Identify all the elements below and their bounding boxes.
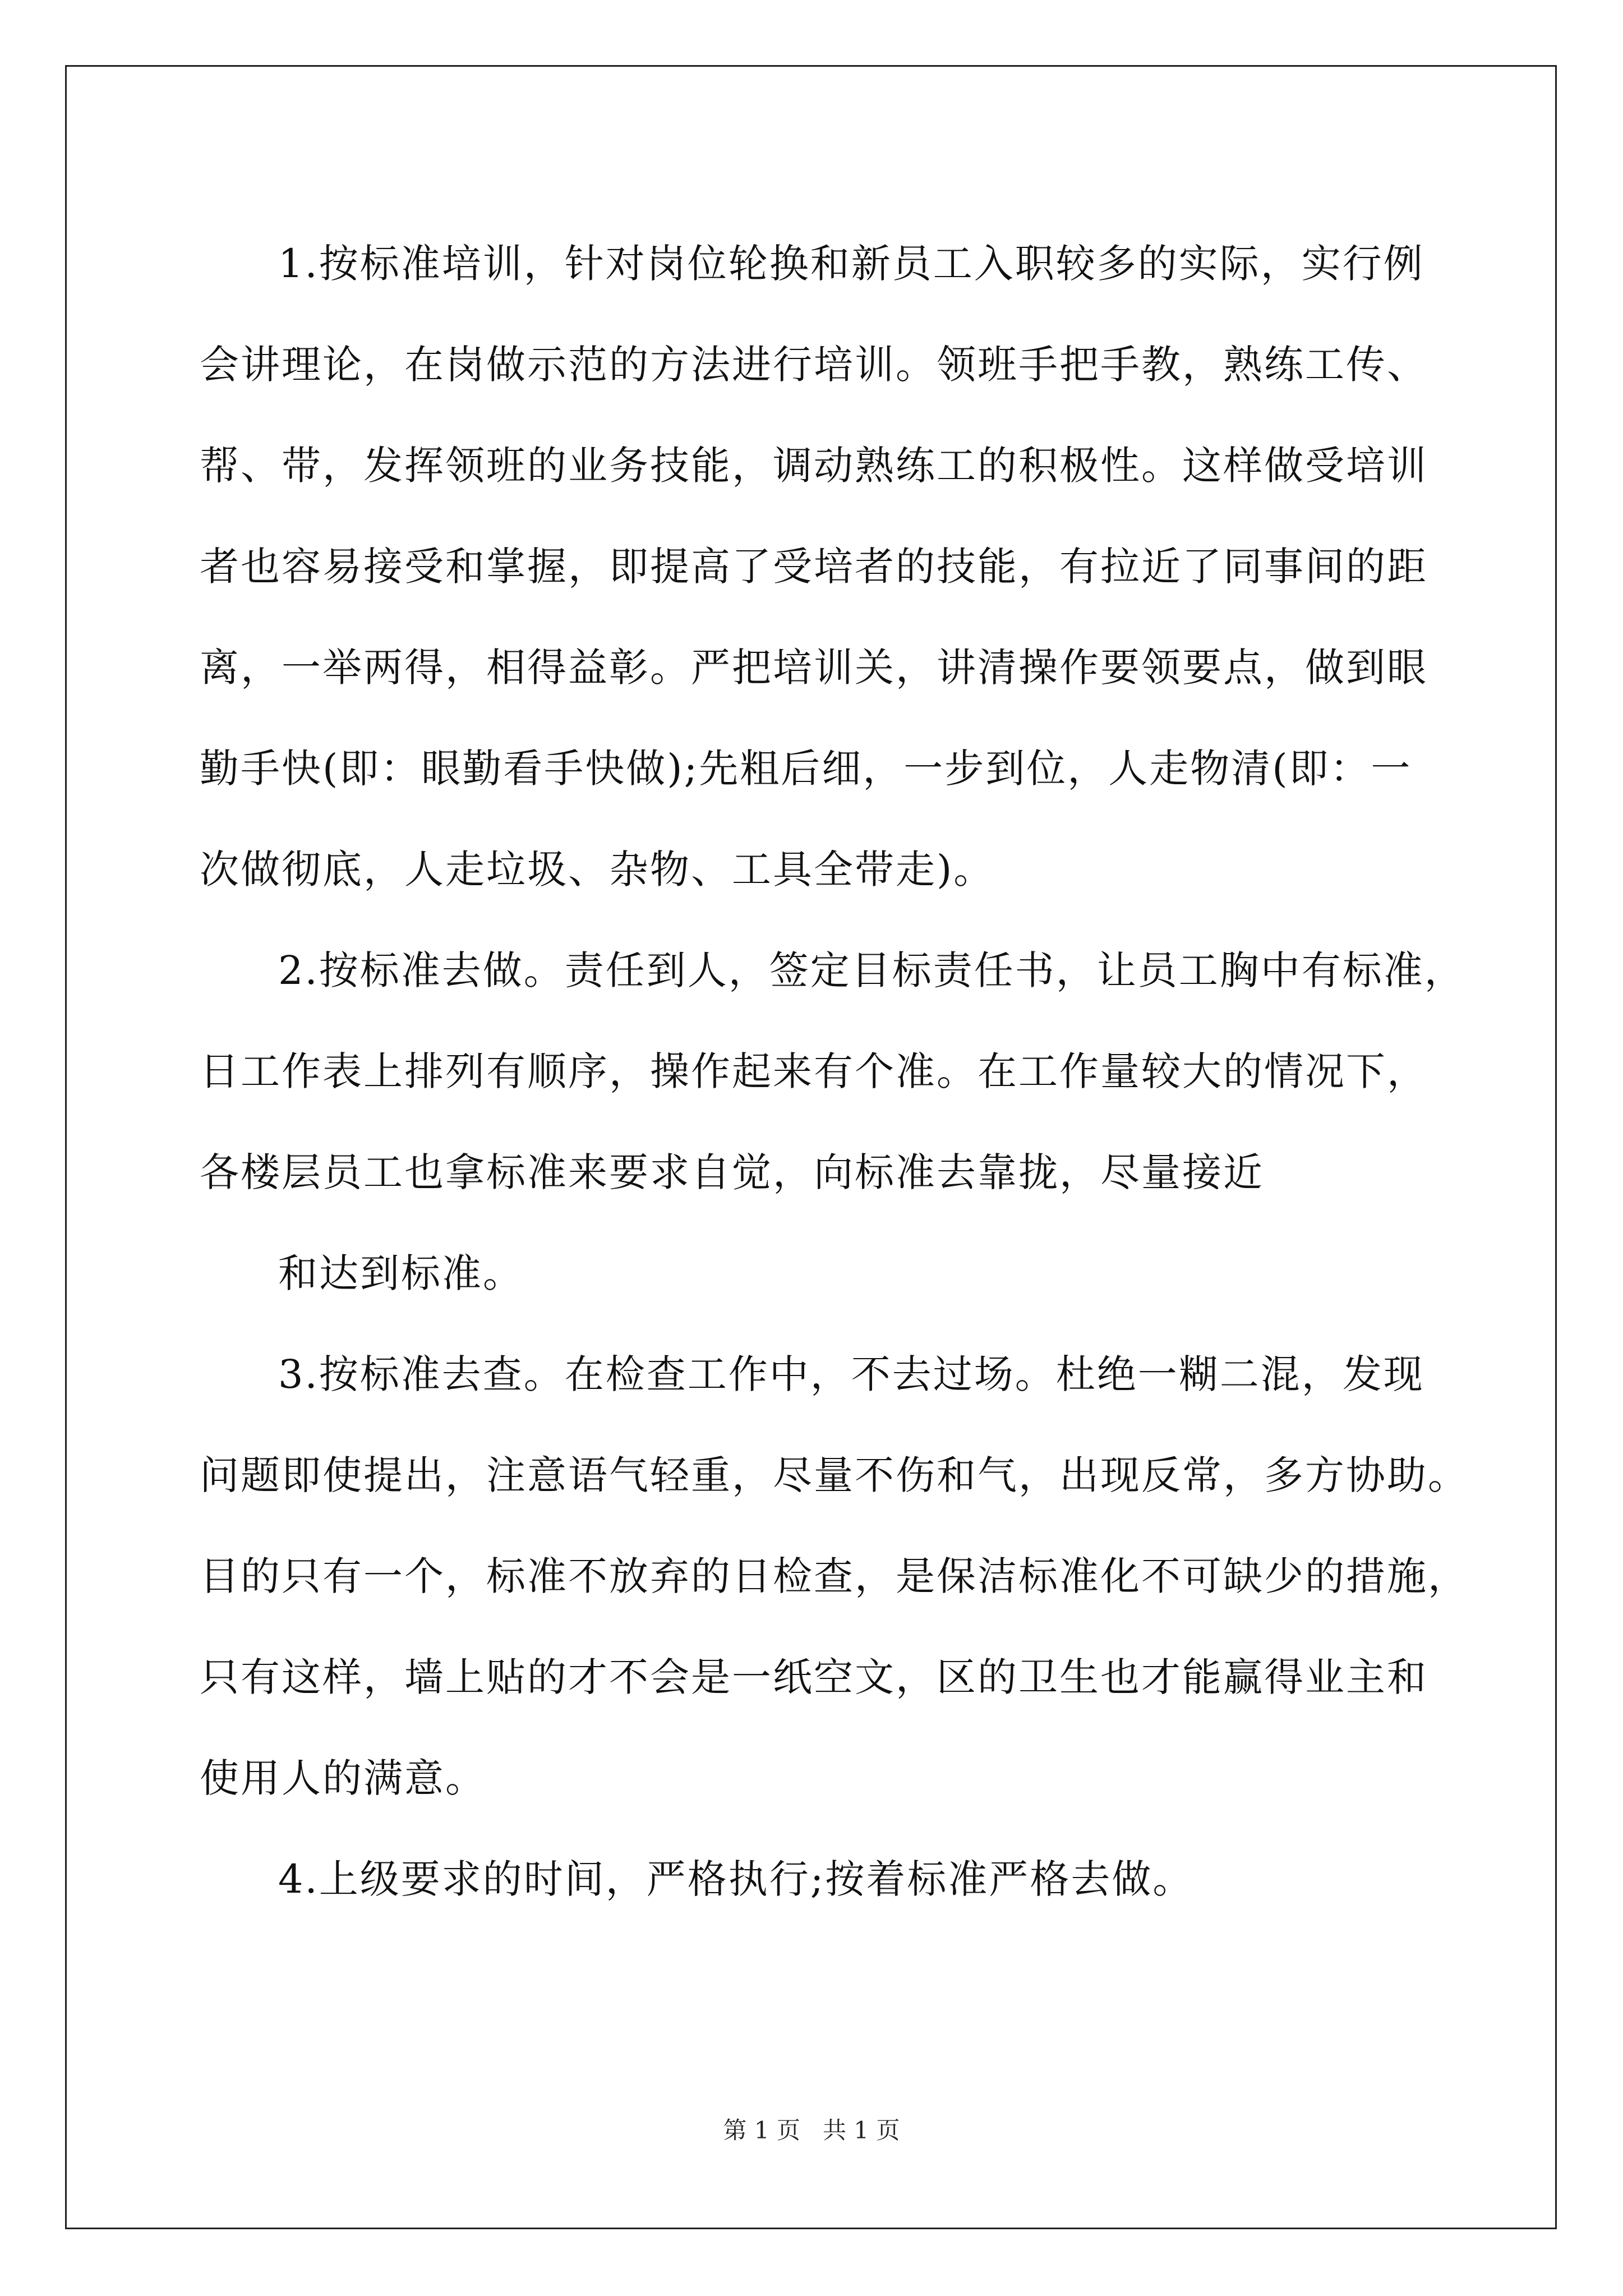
paragraph-2-line-3: 各楼层员工也拿标准来要求自觉，向标准去靠拢，尽量接近 (200, 1149, 1264, 1195)
paragraph-1-line-6: 勤手快(即：眼勤看手快做);先粗后细，一步到位，人走物清(即：一 (200, 746, 1412, 792)
paragraph-3-line-3: 目的只有一个，标准不放弃的日检查，是保洁标准化不可缺少的措施， (200, 1553, 1469, 1599)
paragraph-3-line-4: 只有这样，墙上贴的才不会是一纸空文，区的卫生也才能赢得业主和 (200, 1654, 1428, 1700)
paragraph-3-line-1: 3.按标准去查。在检查工作中，不去过场。杜绝一糊二混，发现 (278, 1351, 1424, 1397)
paragraph-2-line-1: 2.按标准去做。责任到人，签定目标责任书，让员工胸中有标准， (278, 947, 1465, 993)
paragraph-1-line-5: 离，一举两得，相得益彰。严把培训关，讲清操作要领要点，做到眼 (200, 645, 1428, 691)
page-number-footer: 第 1 页 共 1 页 (723, 2116, 900, 2144)
document-body (200, 213, 1469, 1930)
paragraph-1-line-7: 次做彻底，人走垃圾、杂物、工具全带走)。 (200, 846, 995, 892)
paragraph-2-line-2: 日工作表上排列有顺序，操作起来有个准。在工作量较大的情况下， (200, 1048, 1428, 1094)
paragraph-1-line-4: 者也容易接受和掌握，即提高了受培者的技能，有拉近了同事间的距 (200, 544, 1428, 590)
paragraph-1-line-3: 帮、带，发挥领班的业务技能，调动熟练工的积极性。这样做受培训 (200, 443, 1428, 489)
paragraph-3-line-5: 使用人的满意。 (200, 1755, 486, 1801)
paragraph-4-line-1: 4.上级要求的时间，严格执行;按着标准严格去做。 (278, 1856, 1194, 1902)
paragraph-2-line-4: 和达到标准。 (278, 1250, 524, 1296)
paragraph-3-line-2: 问题即使提出，注意语气轻重，尽量不伤和气，出现反常，多方协助。 (200, 1452, 1469, 1498)
paragraph-1-line-1: 1.按标准培训，针对岗位轮换和新员工入职较多的实际，实行例 (278, 241, 1424, 287)
paragraph-1-line-2: 会讲理论，在岗做示范的方法进行培训。领班手把手教，熟练工传、 (200, 342, 1428, 388)
